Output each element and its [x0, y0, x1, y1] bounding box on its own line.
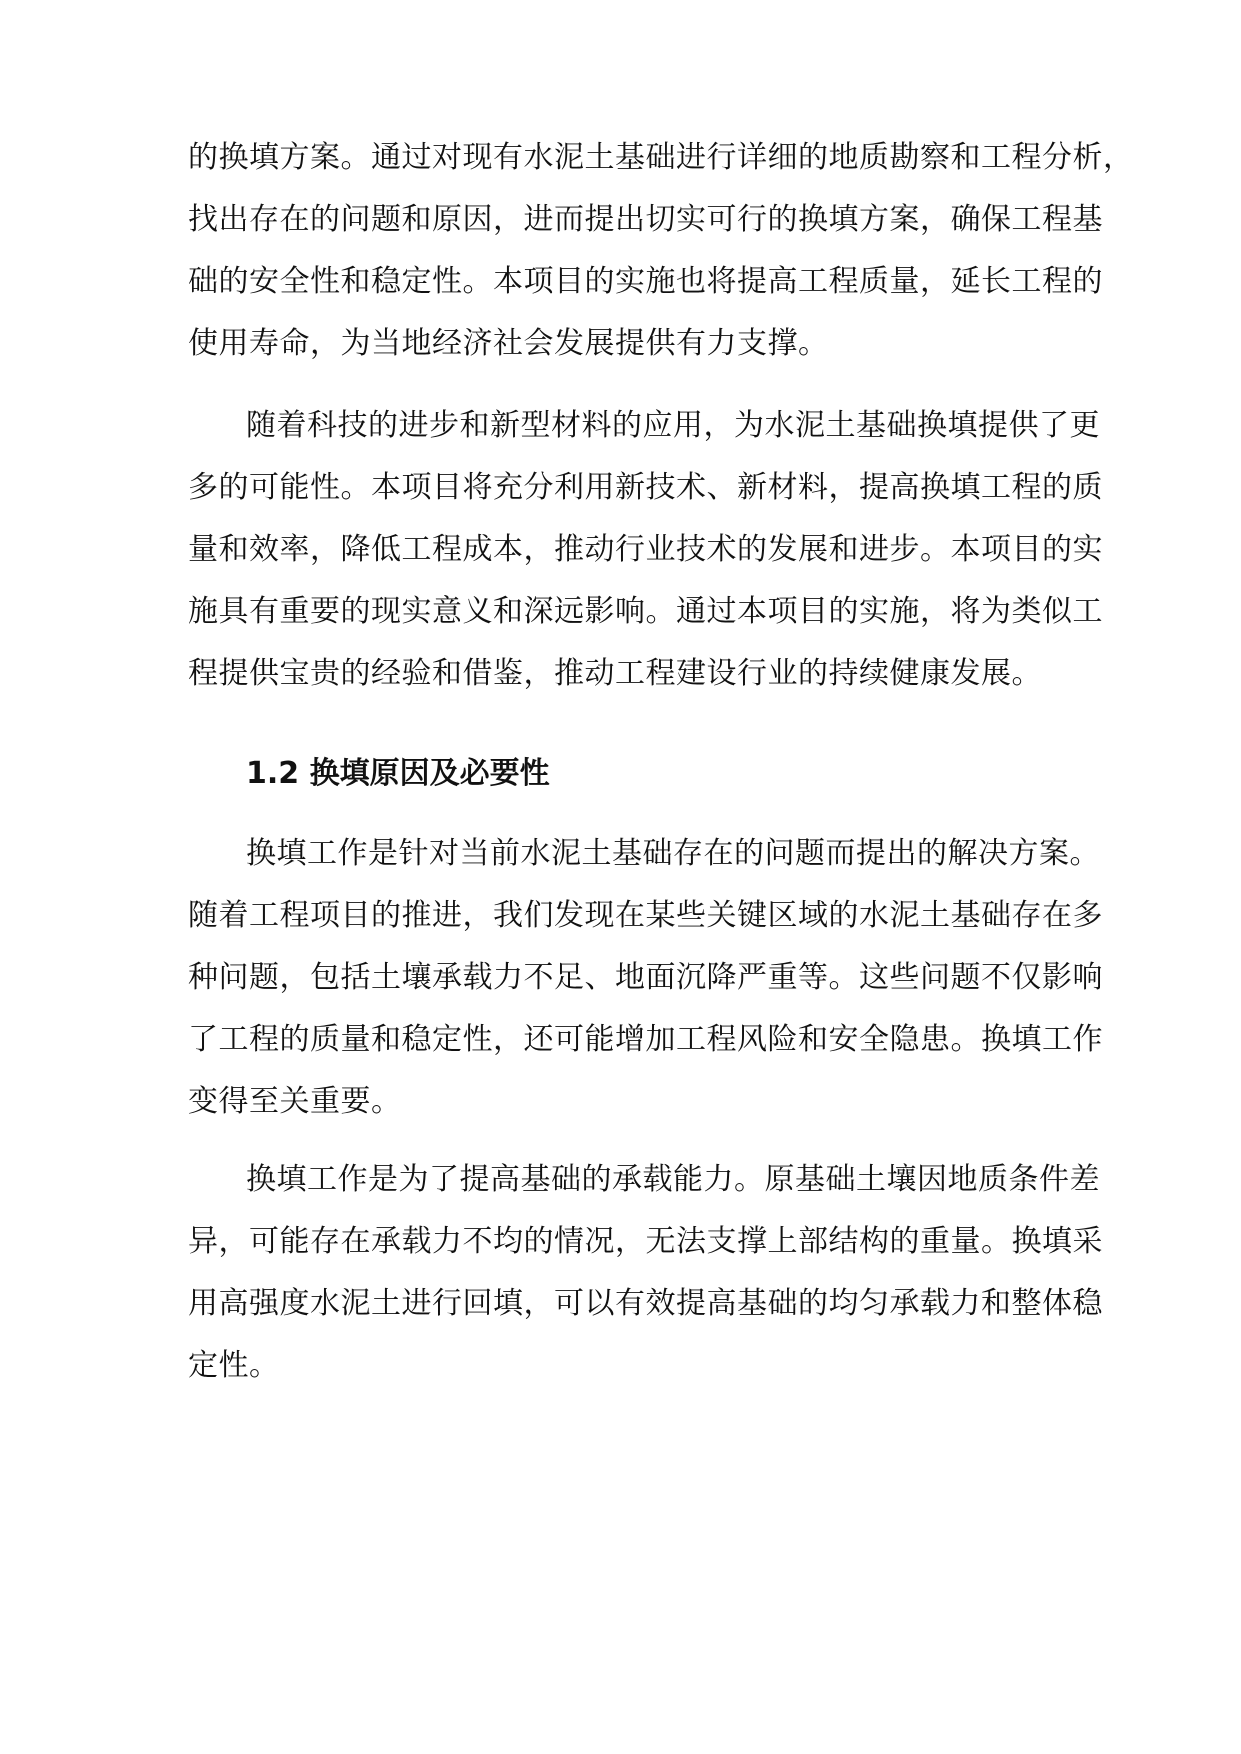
- paragraph-3-line-3: 种问题，包括土壤承载力不足、地面沉降严重等。这些问题不仅影响: [188, 960, 1103, 995]
- section-heading: 1.2 换填原因及必要性: [246, 756, 550, 791]
- paragraph-3-line-2: 随着工程项目的推进，我们发现在某些关键区域的水泥土基础存在多: [188, 898, 1103, 933]
- paragraph-1-line-2: 找出存在的问题和原因，进而提出切实可行的换填方案，确保工程基: [188, 202, 1103, 237]
- paragraph-1-line-4: 使用寿命，为当地经济社会发展提供有力支撑。: [188, 326, 829, 361]
- paragraph-2-line-1: 随着科技的进步和新型材料的应用，为水泥土基础换填提供了更: [246, 408, 1100, 443]
- paragraph-1-line-1: 的换填方案。通过对现有水泥土基础进行详细的地质勘察和工程分析，: [188, 140, 1134, 175]
- paragraph-2-line-2: 多的可能性。本项目将充分利用新技术、新材料，提高换填工程的质: [188, 470, 1103, 505]
- paragraph-3-line-5: 变得至关重要。: [188, 1084, 402, 1119]
- paragraph-1-line-3: 础的安全性和稳定性。本项目的实施也将提高工程质量，延长工程的: [188, 264, 1103, 299]
- paragraph-2-line-4: 施具有重要的现实意义和深远影响。通过本项目的实施，将为类似工: [188, 594, 1103, 629]
- paragraph-4-line-2: 异，可能存在承载力不均的情况，无法支撑上部结构的重量。换填采: [188, 1224, 1103, 1259]
- paragraph-4-line-3: 用高强度水泥土进行回填，可以有效提高基础的均匀承载力和整体稳: [188, 1286, 1103, 1321]
- paragraph-4-line-1: 换填工作是为了提高基础的承载能力。原基础土壤因地质条件差: [246, 1162, 1100, 1197]
- paragraph-3-line-1: 换填工作是针对当前水泥土基础存在的问题而提出的解决方案。: [246, 836, 1100, 871]
- paragraph-3-line-4: 了工程的质量和稳定性，还可能增加工程风险和安全隐患。换填工作: [188, 1022, 1103, 1057]
- paragraph-4-line-4: 定性。: [188, 1348, 280, 1383]
- paragraph-2-line-5: 程提供宝贵的经验和借鉴，推动工程建设行业的持续健康发展。: [188, 656, 1042, 691]
- paragraph-2-line-3: 量和效率，降低工程成本，推动行业技术的发展和进步。本项目的实: [188, 532, 1103, 567]
